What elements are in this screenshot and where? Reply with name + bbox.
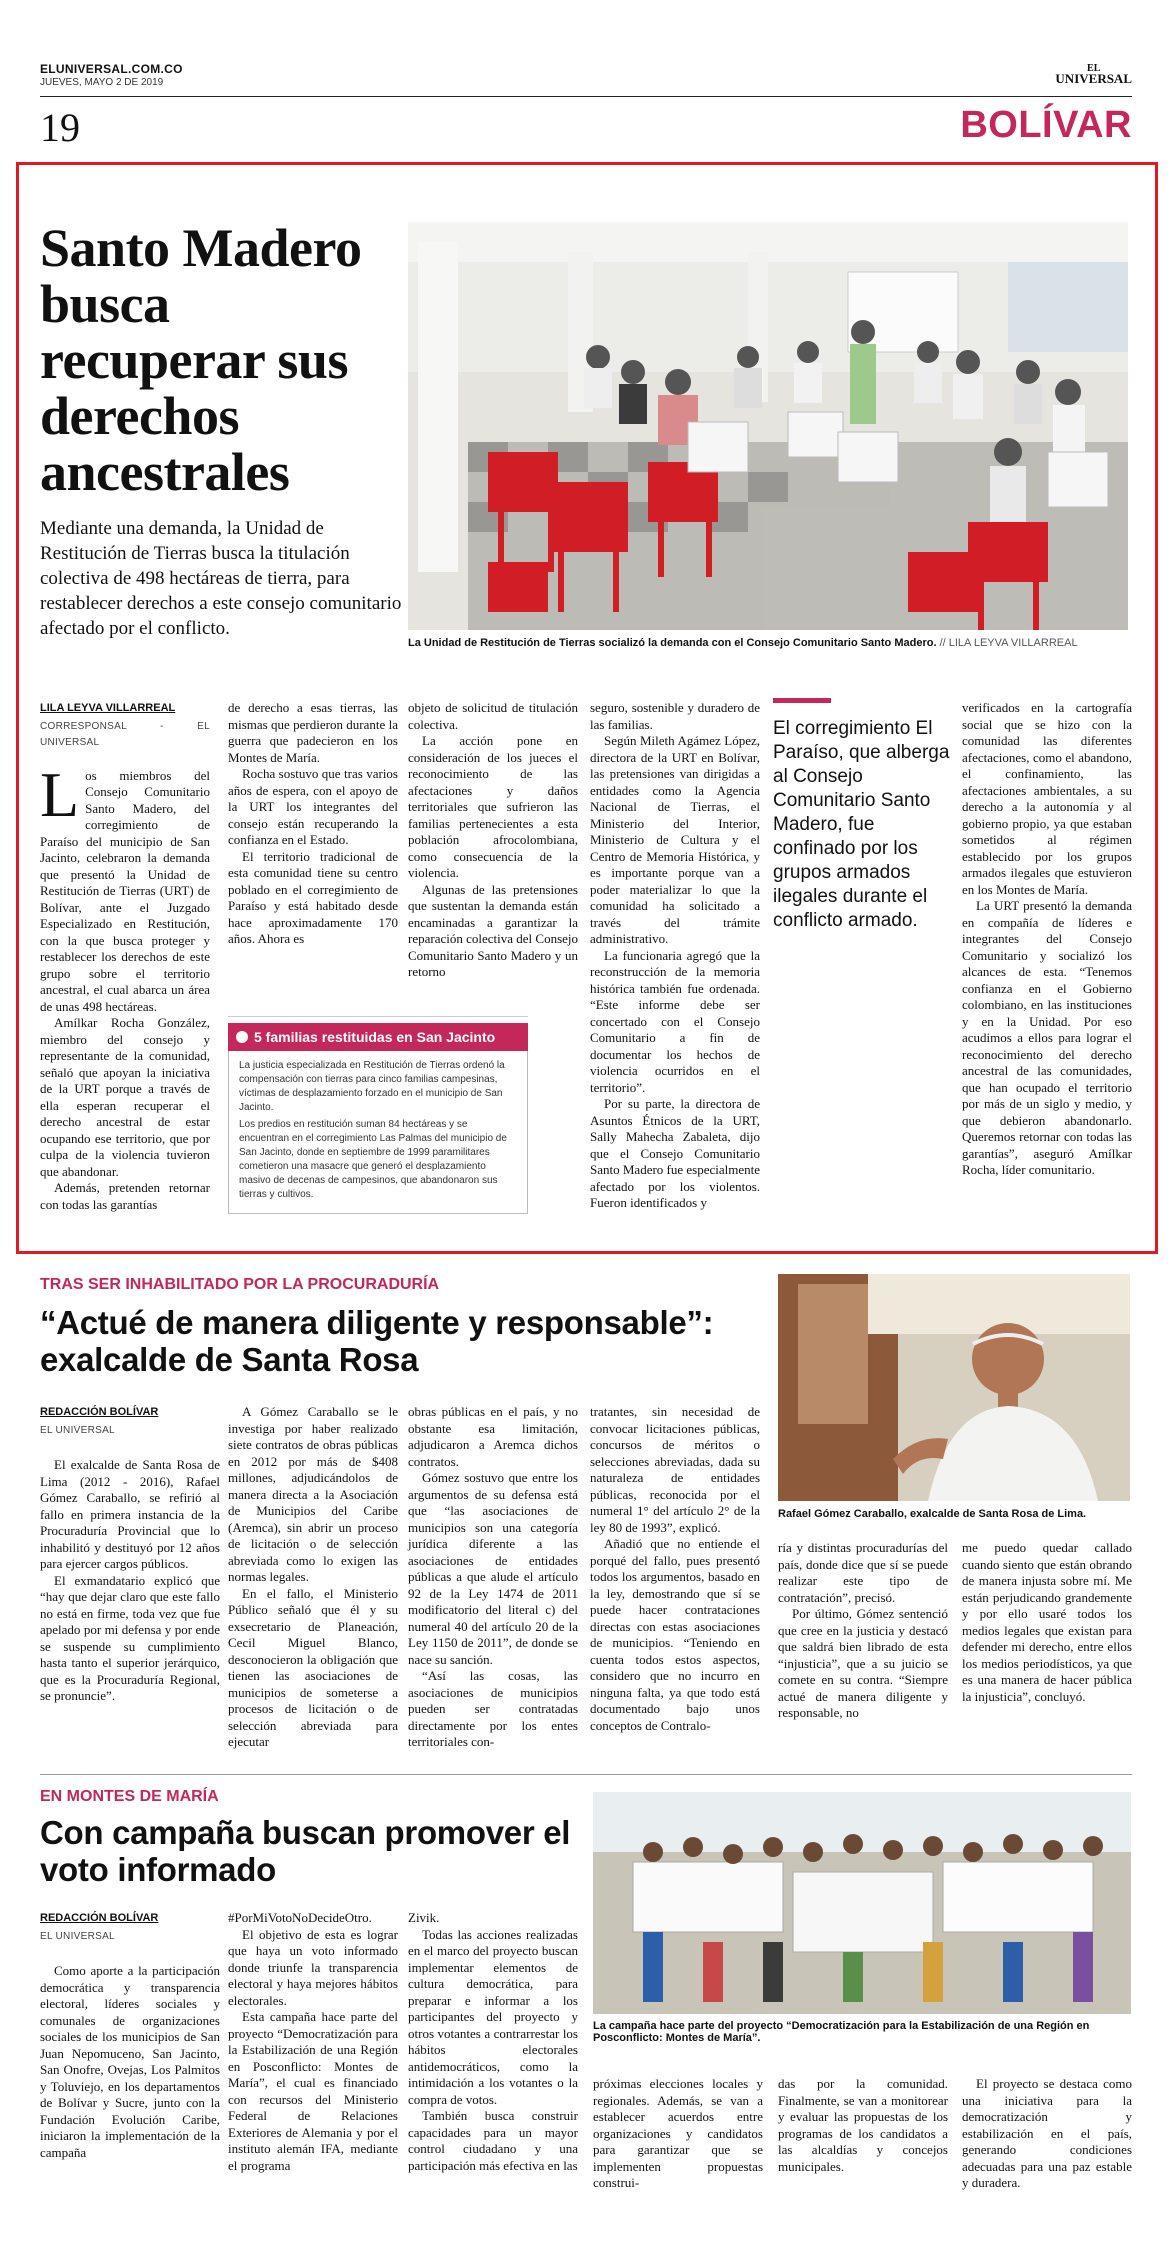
story1-paragraph: Según Mileth Agámez López, directora de la URT en Bolívar, las pretensiones van dirigidas a entidades como la Agencia Nacional de Tierras, el Ministerio del Interior, Ministerio de Cultura y el Centro de Memoria Histórica, y es importante porque van a poder materializar lo que la comunidad ha solicitado a través del trámite administrativo. — [590, 733, 760, 946]
story1-byline: LILA LEYVA VILLARREAL — [40, 702, 176, 714]
story2-paragraph: me puedo quedar callado cuando siento que están obrando de manera injusta sobre mí. Me están perjudicando grandemente y por ello usaré todos los medios legales que existan para defender mi derecho, entre ellos los medios periodísticos, ya que es una manera de hacer pública la injusticia”, concluyó. — [962, 1540, 1132, 1704]
logo-top: EL — [1087, 63, 1101, 74]
story2-paragraph: Por último, Gómez sentenció que cree en la justicia y destacó que saldrá bien librado de esta “injusticia”, que a su juicio se comete en su contra. “Siempre actué de manera diligente y responsable, no — [778, 1606, 948, 1720]
story3-column-5 — [778, 2076, 948, 2175]
story1-lead: Mediante una demanda, la Unidad de Restitución de Tierras busca la titulación colectiva de 498 hectáreas de tierra, para restablecer derechos a este consejo comunitario afectado por el conflicto. — [40, 518, 402, 639]
story1-paragraph: Además, pretenden retornar con todas las garantías — [40, 1180, 210, 1212]
story3-column-2 — [228, 1910, 398, 2174]
story1-column-2 — [228, 700, 398, 948]
story3-photo-caption: La campaña hace parte del proyecto “Democratización para la Estabilización de una Región en Posconflicto: Montes de María”. — [593, 2020, 1090, 2044]
story1-column-3 — [408, 700, 578, 981]
story3-headline: Con campaña buscan promover el voto informado — [40, 1814, 571, 1888]
portrait-photo-illustration — [778, 1274, 1130, 1501]
story1-paragraph: Amílkar Rocha González, miembro del consejo y representante de la comunidad, señaló que apoyan la iniciativa de la URT porque a través de ella esperan recuperar el derecho ancestral de estar ocupando ese territorio, que por culpa de la violencia tuvieron que abandonar. — [40, 1015, 210, 1179]
story1-paragraph: objeto de solicitud de titulación colectiva. — [408, 700, 578, 732]
story3-paragraph: Todas las acciones realizadas en el marco del proyecto buscan implementar elementos de cultura democrática, para preparar e informar a los participantes del proyecto y otros votantes a contrarrestar los hábitos electorales antidemocráticos, como la intimidación a los votantes o la compra de votos. — [408, 1926, 578, 2107]
story2-byline-role: EL UNIVERSAL — [40, 1424, 115, 1436]
story1-paragraph: Algunas de las pretensiones que sustentan la demanda están encaminadas a garantizar la reparación colectiva del Consejo Comunitario Santo Madero y un retorno — [408, 881, 579, 979]
bullet-icon — [236, 1031, 248, 1043]
story2-paragraph: “Así las cosas, las asociaciones de municipios pueden ser contratadas directamente por los entes territoriales con- — [408, 1668, 578, 1749]
story3-paragraph: das por la comunidad. Finalmente, se van a monitorear y evaluar las propuestas de los programas de los candidatos a las alcaldías y concejos municipales. — [778, 2076, 948, 2174]
story3-paragraph: El proyecto se destaca como una iniciativa para la democratización y estabilización en el país, generando condiciones adecuadas para una paz estable y duradera. — [962, 2076, 1132, 2190]
meeting-photo-illustration — [408, 222, 1128, 630]
section-title: BOLÍVAR — [960, 104, 1132, 146]
story3-paragraph: próximas elecciones locales y regionales. Además, se van a establecer acuerdos entre organizaciones y candidatos para garantizar que se implementen propuestas construi- — [593, 2076, 763, 2190]
masthead — [40, 62, 1132, 88]
sidebar-box — [228, 1016, 528, 1202]
story1-paragraph: de derecho a esas tierras, las mismas que perdieron durante la guerra que padecieron en los Montes de María. — [228, 700, 398, 765]
story1-photo — [408, 222, 1128, 630]
story3-paragraph: El objetivo de esta es lograr que haya un voto informado donde triunfe la transparencia electoral y haya mejores hábitos electorales. — [228, 1926, 398, 2008]
story2-paragraph: El exmandatario explicó que “hay que dejar claro que este fallo no está en firme, toda vez que fue apelado por mi defensa y por ende se suspende su cumplimiento hasta tanto el superior jerárquico, que es la Procuraduría Regional, se pronuncie”. — [40, 1572, 220, 1703]
story3-byline: REDACCIÓN BOLÍVAR — [40, 1912, 159, 1924]
story2-photo — [778, 1274, 1130, 1501]
pull-quote — [773, 698, 955, 933]
story1-photo-caption — [408, 637, 1128, 649]
story1-paragraph — [40, 758, 210, 1016]
group-photo-illustration — [593, 1792, 1131, 2014]
story2-paragraph: tratantes, sin necesidad de convocar licitaciones públicas, concursos de méritos o selecciones abreviadas, dada su naturaleza de entidades públicas, reconocida por el numeral 1° del artículo 2° de la ley 80 de 1993”, explicó. — [590, 1404, 760, 1535]
newspaper-logo — [1055, 64, 1132, 84]
story3-photo — [593, 1792, 1131, 2014]
story1-paragraph: Rocha sostuvo que tras varios años de espera, con el apoyo de la URT los integrantes del consejo están recuperando la confianza en el Estado. — [228, 766, 398, 847]
story2-kicker: TRAS SER INHABILITADO POR LA PROCURADURÍA — [40, 1276, 440, 1293]
story2-paragraph: En el fallo, el Ministerio Público señaló que él y su exsecretario de Planeación, Cecil Miguel Blanco, desconocieron la obligación que tienen las asociaciones de municipios de someterse a procesos de licitación o de selección abreviada para ejecutar — [228, 1585, 398, 1749]
masthead-rule — [40, 96, 1132, 97]
story3-paragraph: Como aporte a la participación democrática y transparencia electoral, líderes sociales y comunales de organizaciones sociales de los municipios de San Juan Nepomuceno, San Jacinto, San Onofre, Ovejas, Los Palmitos y Toluviejo, en los departamentos de Bolívar y Sucre, junto con la Fundación Evolución Caribe, iniciaron la implementación de la campaña — [40, 1963, 220, 2160]
story2-column-2 — [228, 1404, 398, 1751]
story3-paragraph: Esta campaña hace parte del proyecto “Democratización para la Estabilización de una Región en Posconflicto: Montes de María”, el cual es financiado con recursos del Ministerio Federal de Relaciones Exteriores de Alemania y por el instituto alemán IFA, mediante el programa — [228, 2009, 398, 2173]
story2-headline: “Actué de manera diligente y responsable”: exalcalde de Santa Rosa — [40, 1304, 714, 1378]
pull-quote-text: El corregimiento El Paraíso, que alberga al Consejo Comunitario Santo Madero, fue confinado por los grupos armados ilegales durante el conflicto armado. — [773, 718, 950, 931]
story3-byline-role: EL UNIVERSAL — [40, 1930, 115, 1942]
story2-column-1 — [40, 1404, 220, 1705]
page-number: 19 — [40, 105, 80, 150]
logo-bottom: UNIVERSAL — [1055, 71, 1132, 86]
story2-column-3 — [408, 1404, 578, 1751]
story1-paragraph: verificados en la cartografía social que se hizo con la comunidad las diferentes afectaciones, como el abandono, el confinamiento, las afectaciones ambientales, a su derecho a la autonomía y al gobierno propio, ya que estaban sometidos al régimen establecido por los grupos armados ilegales que estuvieron en los Montes de María. — [962, 700, 1132, 897]
caption-text: La Unidad de Restitución de Tierras socializó la demanda con el Consejo Comunitario Santo Madero. — [408, 637, 937, 649]
story3-paragraph: #PorMiVotoNoDecideOtro. — [228, 1910, 372, 1925]
sidebar-box-body — [228, 1051, 528, 1214]
pull-quote-bar — [773, 698, 831, 703]
story1-byline-role: CORRESPONSAL - EL UNIVERSAL — [40, 720, 210, 748]
story1-paragraph: La URT presentó la demanda en compañía de líderes e integrantes del Consejo Comunitario y socializó los alcances de esta. “Tenemos confianza en el Gobierno colombiano, en las instituciones y en la Unidad. Por eso acudimos a ellos para lograr el reconocimiento del derecho ancestral de las comunidades, que han ocupado el territorio por más de un siglo y medio, y que debieron abandonarlo. Queremos retornar con todas las garantías”, aseguró Amílkar Rocha, líder comunitario. — [962, 898, 1132, 1177]
story3-paragraph: También busca construir capacidades para un mayor control ciudadano y una participación más efectiva en las — [408, 2108, 578, 2173]
story2-paragraph: El exalcalde de Santa Rosa de Lima (2012 - 2016), Rafael Gómez Caraballo, se refirió al fallo en primera instancia de la Procuraduría Provincial que lo inhabilitó y destituyó por 12 años para ejercer cargos públicos. — [40, 1457, 220, 1571]
sidebar-box-title: 5 familias restituidas en San Jacinto — [254, 1029, 496, 1045]
story1-headline: Santo Madero busca recuperar sus derechos ancestrales — [40, 218, 362, 502]
section-divider — [40, 1774, 1132, 1775]
issue-date: JUEVES, MAYO 2 DE 2019 — [40, 77, 164, 88]
story2-photo-caption: Rafael Gómez Caraballo, exalcalde de Santa Rosa de Lima. — [778, 1508, 1087, 1520]
story1-paragraph: El territorio tradicional de esta comunidad tiene su centro poblado en el corregimiento de Paraíso y está habitado desde hace aproximadamente 170 años. Ahora es — [228, 848, 398, 946]
story2-paragraph: obras públicas en el país, y no obstante esa limitación, adjudicaron a Aremca dichos contratos. — [408, 1404, 578, 1469]
story3-paragraph: Zivik. — [408, 1910, 440, 1925]
paragraph-text: os miembros del Consejo Comunitario Santo Madero, del corregimiento de Paraíso del municipio de San Jacinto, celebraron la demanda que presentó la Unidad de Restitución de Tierras (URT) de Bolívar, ante el Juzgado Especializado en Restitución, con la que busca proteger y restablecer los derechos de este grupo sobre el territorio ancestral, el cual abarca un área de unas 498 hectáreas. — [40, 767, 210, 1014]
story1-column-4 — [590, 700, 760, 1212]
sidebar-box-header — [228, 1023, 528, 1051]
story2-byline: REDACCIÓN BOLÍVAR — [40, 1406, 159, 1418]
story3-column-1 — [40, 1910, 220, 2161]
story2-paragraph: Gómez sostuvo que entre los argumentos de su defensa está que “las asociaciones de municipios son una categoría jurídica diferente a las asociaciones de entidades públicas a que alude el artículo 92 de la Ley 1474 de 2011 modificatorio del literal c) del numeral 40 del artículo 20 de la Ley 1150 de 2011”, de donde se nace su sanción. — [408, 1470, 578, 1667]
story3-column-6 — [962, 2076, 1132, 2192]
story1-paragraph: La funcionaria agregó que la reconstrucción de la memoria histórica también fue ordenada. “Este informe debe ser concertado con el Consejo Comunitario a fin de documentar los hechos de violencia ocurridos en el territorio”. — [590, 947, 760, 1095]
story2-column-6 — [962, 1540, 1132, 1705]
story1-paragraph: La acción pone en consideración de los jueces el reconocimiento de las afectaciones y daños territoriales que sufrieron las familias pertenecientes a esta población afrocolombiana, como consecuencia de la violencia. — [408, 733, 578, 880]
story2-column-4 — [590, 1404, 760, 1734]
site-url[interactable]: ELUNIVERSAL.COM.CO — [40, 62, 183, 76]
story1-column-1 — [40, 700, 210, 1213]
drop-cap: L — [40, 758, 80, 830]
sidebar-box-paragraph: La justicia especializada en Restitución de Tierras ordenó la compensación con tierras para cinco familias campesinas, víctimas de desplazamiento forzado en el municipio de San Jacinto. — [239, 1060, 505, 1113]
story1-column-6 — [962, 700, 1132, 1179]
story2-paragraph: ría y distintas procuradurías del país, donde dice que sí se puede realizar este tipo de contratación”, precisó. — [778, 1540, 948, 1605]
sidebar-box-paragraph: Los predios en restitución suman 84 hectáreas y se encuentran en el corregimiento Las Palmas del municipio de San Jacinto, donde en septiembre de 1999 paramilitares cometieron una masacre que generó el desplazamiento masivo de decenas de campesinos, que abandonaron sus tierras y cultivos. — [239, 1119, 507, 1200]
story1-paragraph: Por su parte, la directora de Asuntos Étnicos de la URT, Sally Mahecha Zabaleta, dijo que el Consejo Comunitario Santo Madero fue especialmente afectado por los violentos. Fueron identificados y — [590, 1096, 761, 1210]
story3-kicker: EN MONTES DE MARÍA — [40, 1788, 219, 1805]
story2-paragraph: Añadió que no entiende el porqué del fallo, pues presentó todos los argumentos, basado en la ley, demostrando que sí se puede hacer contrataciones directas con estas asociaciones de municipios. “Teniendo en cuenta todos estos aspectos, considero que no incurro en ninguna falta, ya que todo está documentado bajo unos conceptos de Contralo- — [590, 1536, 760, 1733]
story3-column-4 — [593, 2076, 763, 2192]
story2-column-5 — [778, 1540, 948, 1722]
photo-credit: // LILA LEYVA VILLARREAL — [939, 637, 1078, 649]
story3-column-3 — [408, 1910, 578, 2174]
story2-paragraph: A Gómez Caraballo se le investiga por haber realizado siete contratos de obras públicas en 2012 por más de $408 millones, adjudicándolos de manera directa a la Asociación de Municipios del Caribe (Aremca), sin abrir un proceso de licitación o de selección abreviada como lo exigen las normas legales. — [228, 1404, 398, 1584]
story1-paragraph: seguro, sostenible y duradero de las familias. — [590, 700, 760, 732]
